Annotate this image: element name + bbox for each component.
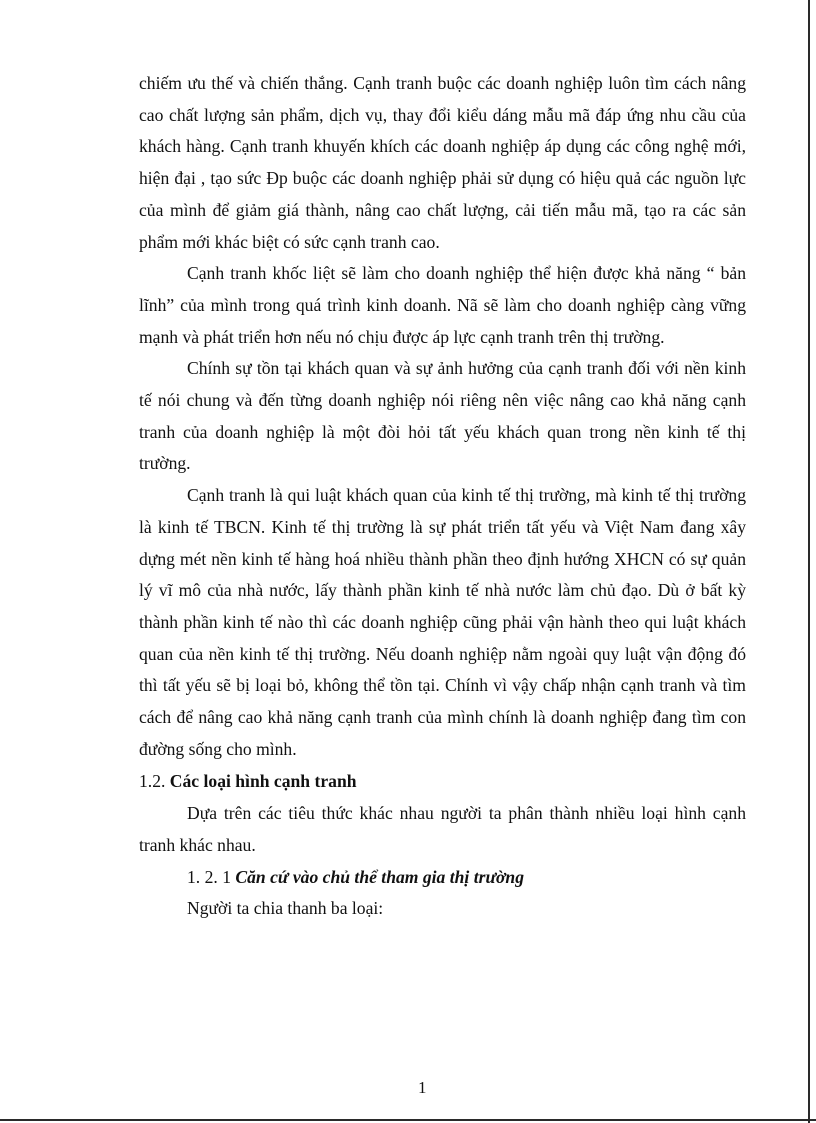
subsection-intro: Người ta chia thanh ba loại: <box>187 898 384 919</box>
paragraph-2: Cạnh tranh khốc liệt sẽ làm cho doanh nghiệp thể hiện được khả năng “ bản lĩnh” của mình trong quá trình kinh doanh. Nã sẽ làm cho doanh nghiệp càng vững mạnh và phát triển hơn nếu nó chịu được áp lực cạnh tranh trên thị trường. <box>139 263 746 347</box>
paragraph-3: Chính sự tồn tại khách quan và sự ảnh hưởng của cạnh tranh đối với nền kinh tế nói chung và đến từng doanh nghiệp nói riêng nên việc nâng cao khả năng cạnh tranh của doanh nghiệp là một đòi hỏi tất yếu khách quan trong nền kinh tế thị trường. <box>139 358 746 474</box>
section-heading <box>139 766 746 798</box>
page-border-bottom <box>0 1119 816 1121</box>
subsection-number: 1. 2. 1 <box>187 866 231 887</box>
paragraph-1: chiếm ưu thế và chiến thắng. Cạnh tranh buộc các doanh nghiệp luôn tìm cách nâng cao chất lượng sản phẩm, dịch vụ, thay đổi kiểu dáng mẫu mã đáp ứng nhu cầu của khách hàng. Cạnh tranh khuyến khích các doanh nghiệp áp dụng các công nghệ mới, hiện đại , tạo sức Đp buộc các doanh nghiệp phải sử dụng có hiệu quả các nguồn lực của mình để giảm giá thành, nâng cao chất lượng, cải tiến mẫu mã, tạo ra các sản phẩm mới khác biệt có sức cạnh tranh cao. <box>139 73 746 252</box>
subsection-title: Căn cứ vào chủ thể tham gia thị trường <box>235 866 525 887</box>
paragraph-4: Cạnh tranh là qui luật khách quan của kinh tế thị trường, mà kinh tế thị trường là kinh tế TBCN. Kinh tế thị trường là sự phát triển tất yếu và Việt Nam đang xây dựng mét nền kinh tế hàng hoá nhiều thành phần theo định hướng XHCN có sự quản lý vĩ mô của nhà nước, lấy thành phần kinh tế nhà nước làm chủ đạo. Dù ở bất kỳ thành phần kinh tế nào thì các doanh nghiệp cũng phải vận hành theo qui luật khách quan của nền kinh tế thị trường. Nếu doanh nghiệp nằm ngoài quy luật vận động đó thì tất yếu sẽ bị loại bỏ, không thể tồn tại. Chính vì vậy chấp nhận cạnh tranh và tìm cách để nâng cao khả năng cạnh tranh của mình chính là doanh nghiệp đang tìm con đường sống cho mình. <box>139 485 746 759</box>
section-intro: Dựa trên các tiêu thức khác nhau người ta phân thành nhiều loại hình cạnh tranh khác nhau. <box>139 803 746 855</box>
section-number: 1.2. <box>139 771 166 792</box>
page-number: 1 <box>418 1078 427 1097</box>
page-border-right <box>808 0 810 1123</box>
subsection-heading <box>187 862 746 894</box>
section-title: Các loại hình cạnh tranh <box>169 771 357 792</box>
document-body <box>139 68 746 925</box>
